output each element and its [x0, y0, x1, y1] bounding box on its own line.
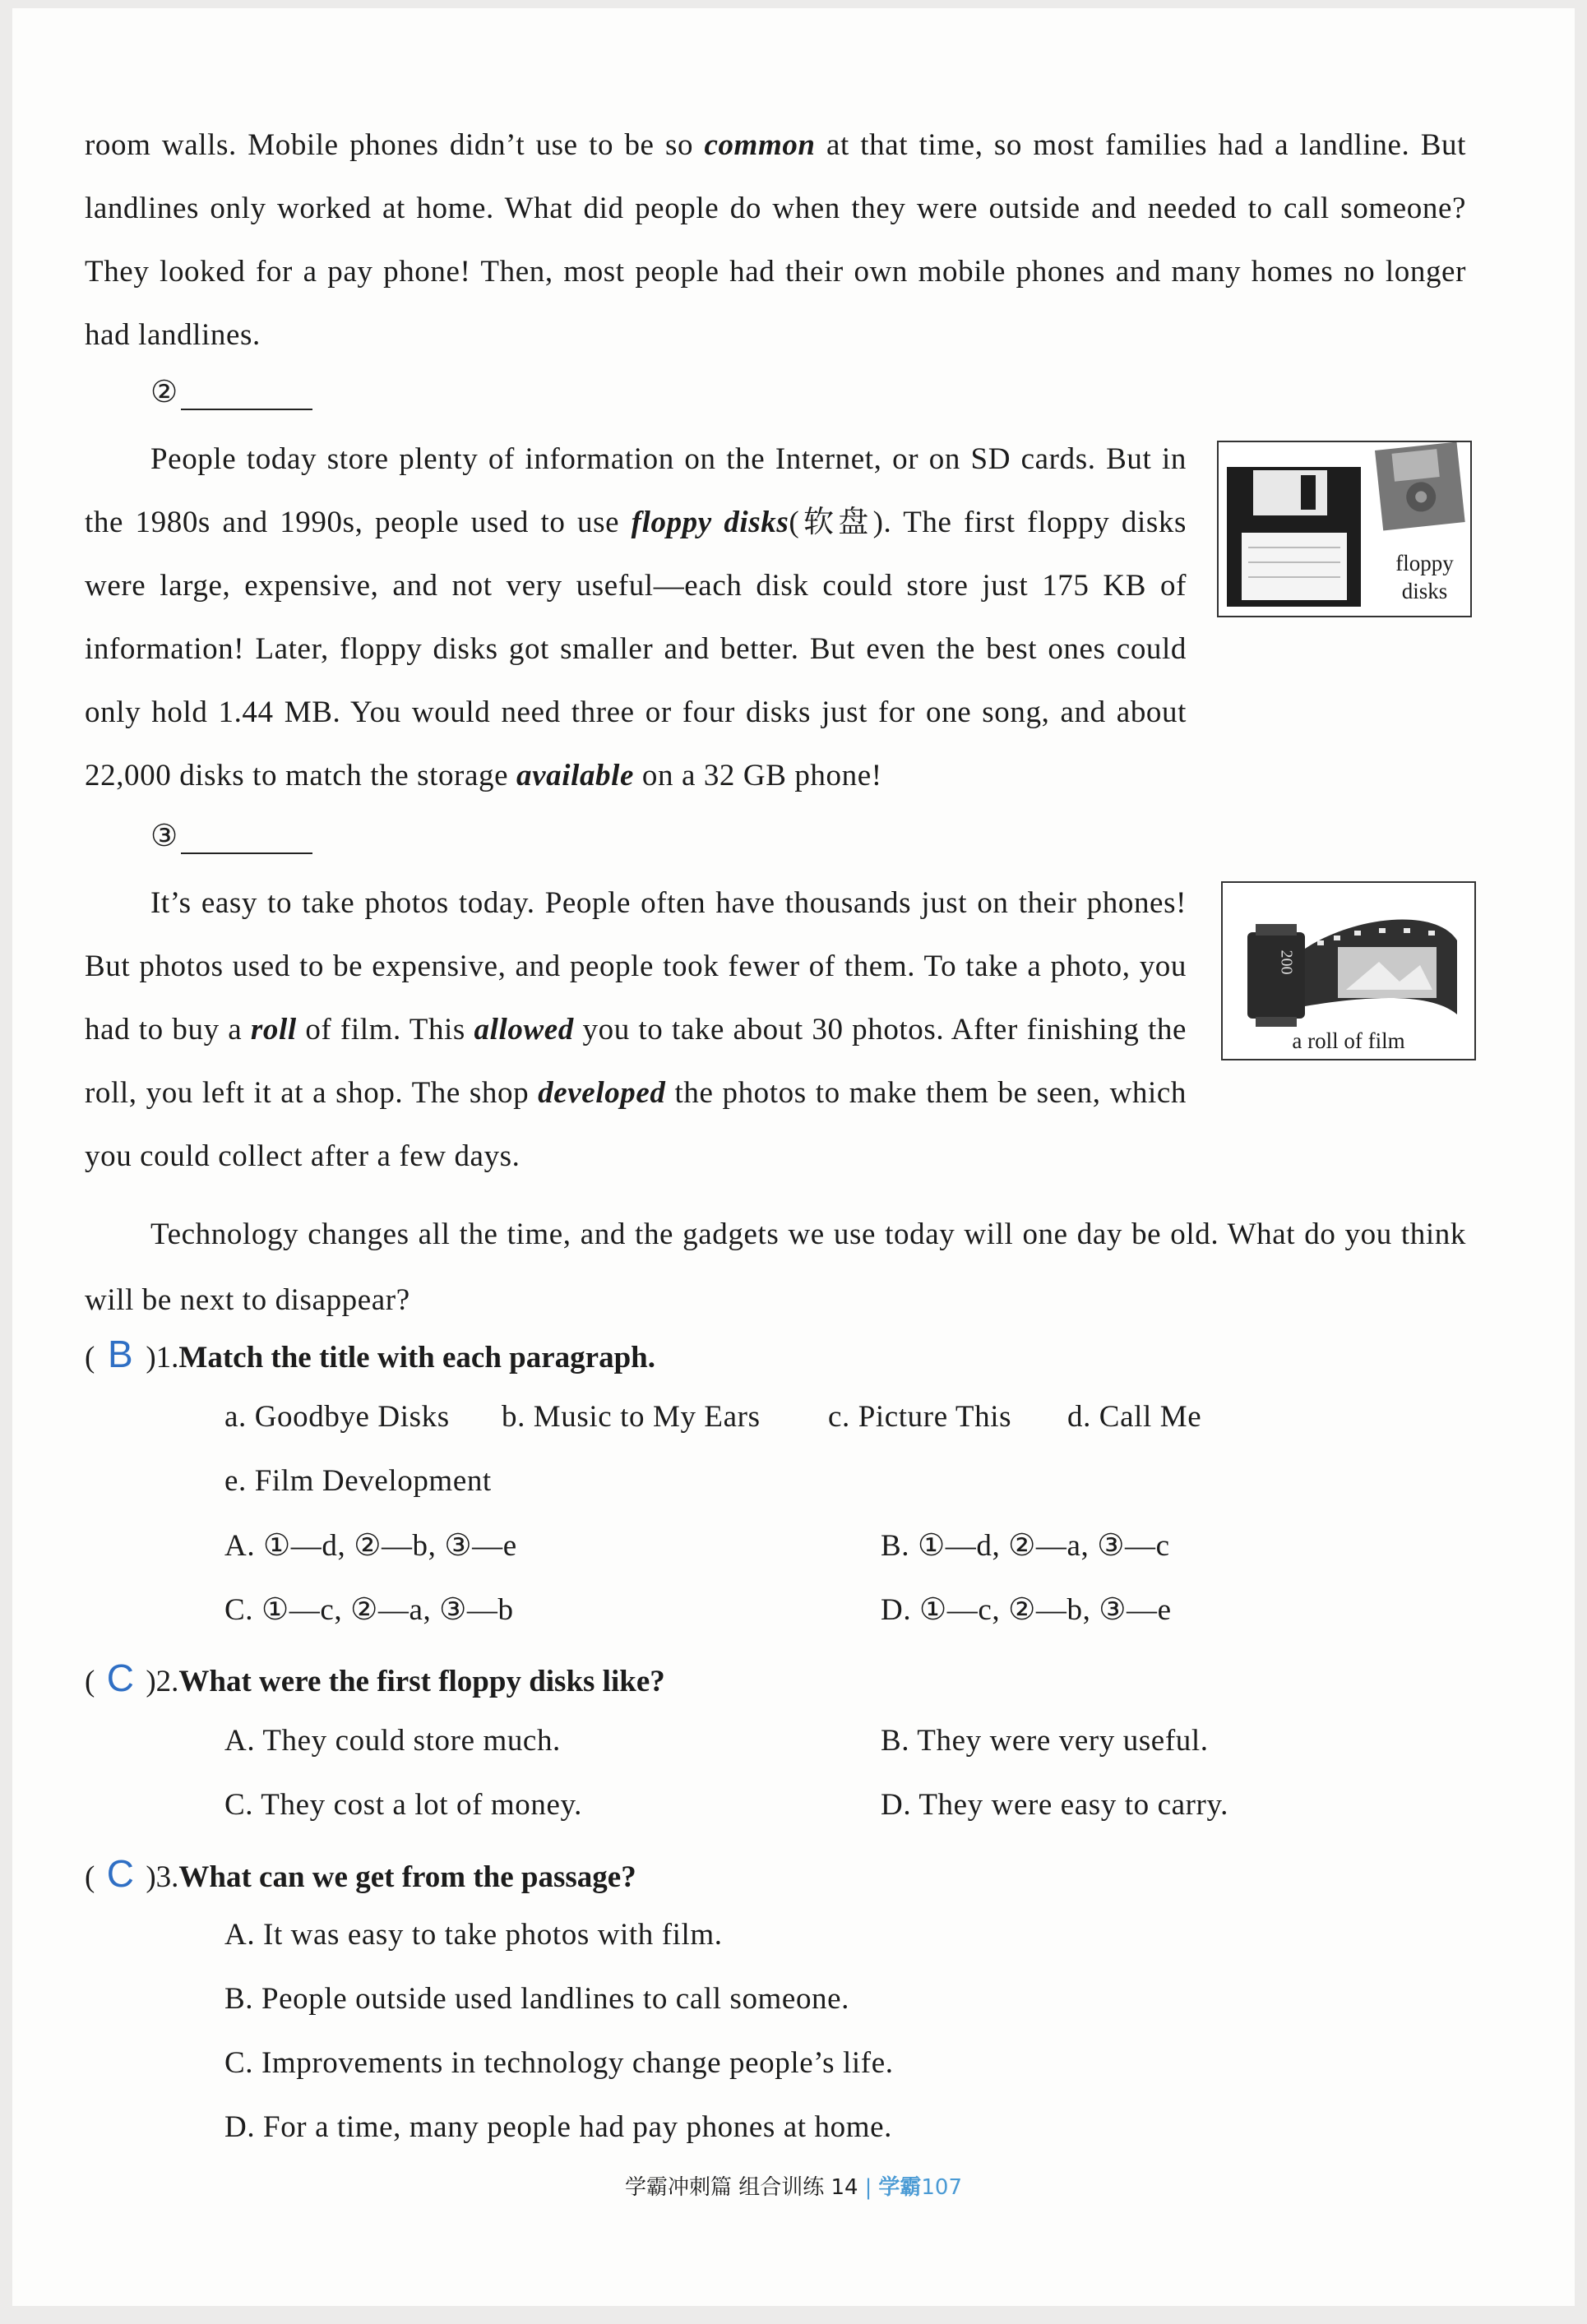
- question-2-text: What were the first floppy disks like?: [178, 1665, 665, 1698]
- floppy-disks-caption: floppy disks: [1395, 551, 1454, 603]
- q1-option-d[interactable]: D. ①—c, ②—b, ③—e: [881, 1593, 1172, 1627]
- question-2: ( C )2.What were the first floppy disks like?: [85, 1656, 665, 1699]
- answer-blank-2[interactable]: [181, 381, 312, 410]
- keyword-allowed: allowed: [474, 1013, 574, 1046]
- footer-brand: 学霸: [878, 2175, 922, 2200]
- title-option-c: c. Picture This: [828, 1400, 1012, 1434]
- page-footer: 学霸冲刺篇 组合训练 14 | 学霸107: [624, 2175, 963, 2200]
- paragraph-2-text-b: (软盘). The first floppy disks were large, expensive, and not very useful—each disk could store just 175 KB of information! Later, floppy disks got smaller and better. But even the best ones could only hold 1.44 MB. You would need three or four disks just for one song, and about 22,000 disks to match the storage: [85, 506, 1187, 792]
- keyword-roll: roll: [250, 1013, 297, 1046]
- question-1: ( B )1.Match the title with each paragraph.: [85, 1333, 655, 1375]
- paragraph-marker-3: ③: [150, 818, 312, 854]
- page-number: 107: [921, 2175, 963, 2200]
- paragraph-4: Technology changes all the time, and the gadgets we use today will one day be old. What do you think will be next to disappear?: [85, 1217, 1466, 1317]
- question-3: ( C )3.What can we get from the passage?: [85, 1852, 636, 1895]
- title-option-e: e. Film Development: [224, 1464, 492, 1498]
- title-option-b: b. Music to My Ears: [502, 1400, 761, 1434]
- keyword-floppy-disks: floppy disks: [631, 506, 789, 539]
- worksheet-page: [12, 8, 1575, 2306]
- q2-option-c[interactable]: C. They cost a lot of money.: [224, 1788, 583, 1822]
- paragraph-3-text-a: It’s easy to take photos today. People often have thousands just on their phones! But photos used to be expensive, and people took fewer of them. To take a photo, you had to buy a: [85, 886, 1187, 1046]
- title-option-a: a. Goodbye Disks: [224, 1400, 450, 1434]
- q1-option-c[interactable]: C. ①—c, ②—a, ③—b: [224, 1593, 514, 1627]
- paragraph-1-text-b: at that time, so most families had a landline. But landlines only worked at home. What did people do when they were outside and needed to call someone? They looked for a pay phone! Then, most people had their own mobile phones and many homes no longer had landlines.: [85, 128, 1467, 352]
- paragraph-3-text-c: you to take about 30 photos. After finishing the roll, you left it at a shop. The shop: [85, 1013, 1187, 1110]
- q1-option-b[interactable]: B. ①—d, ②—a, ③—c: [881, 1529, 1170, 1563]
- footer-section-label: 学霸冲刺篇 组合训练 14: [624, 2175, 858, 2200]
- q2-option-b[interactable]: B. They were very useful.: [881, 1724, 1209, 1758]
- keyword-developed: developed: [538, 1076, 666, 1110]
- answer-blank-3[interactable]: [181, 825, 312, 854]
- q2-option-d[interactable]: D. They were easy to carry.: [881, 1788, 1229, 1822]
- answer-2[interactable]: C: [106, 1656, 134, 1699]
- question-3-text: What can we get from the passage?: [178, 1860, 636, 1894]
- q2-option-a[interactable]: A. They could store much.: [224, 1724, 561, 1758]
- q3-option-c[interactable]: C. Improvements in technology change people’s life.: [224, 2046, 894, 2080]
- paragraph-2-text-c: on a 32 GB phone!: [634, 759, 882, 792]
- q3-option-b[interactable]: B. People outside used landlines to call someone.: [224, 1982, 850, 2016]
- film-box-label: 200: [1277, 949, 1296, 975]
- q3-option-a[interactable]: A. It was easy to take photos with film.: [224, 1918, 723, 1952]
- film-roll-caption: a roll of film: [1292, 1028, 1405, 1053]
- q3-option-d[interactable]: D. For a time, many people had pay phones at home.: [224, 2110, 892, 2144]
- paragraph-3-text-d: the photos to make them be seen, which you could collect after a few days.: [85, 1076, 1187, 1173]
- keyword-common: common: [704, 128, 816, 162]
- paragraph-marker-2: ②: [150, 374, 312, 410]
- paragraph-2-text-a: People today store plenty of information on the Internet, or on SD cards. But in the 1980s and 1990s, people used to use: [85, 442, 1187, 539]
- title-option-d: d. Call Me: [1067, 1400, 1202, 1434]
- keyword-available: available: [516, 759, 635, 792]
- paragraph-1: [85, 113, 1466, 367]
- q1-option-a[interactable]: A. ①—d, ②—b, ③—e: [224, 1529, 517, 1563]
- question-1-text: Match the title with each paragraph.: [178, 1341, 655, 1375]
- answer-1[interactable]: B: [107, 1333, 133, 1375]
- answer-3[interactable]: C: [106, 1852, 134, 1895]
- film-roll-figure: [1221, 881, 1476, 1060]
- paragraph-1-text-a: room walls. Mobile phones didn’t use to be so: [85, 128, 705, 162]
- paragraph-3-text-b: of film. This: [296, 1013, 474, 1046]
- floppy-disks-figure: [1217, 441, 1472, 617]
